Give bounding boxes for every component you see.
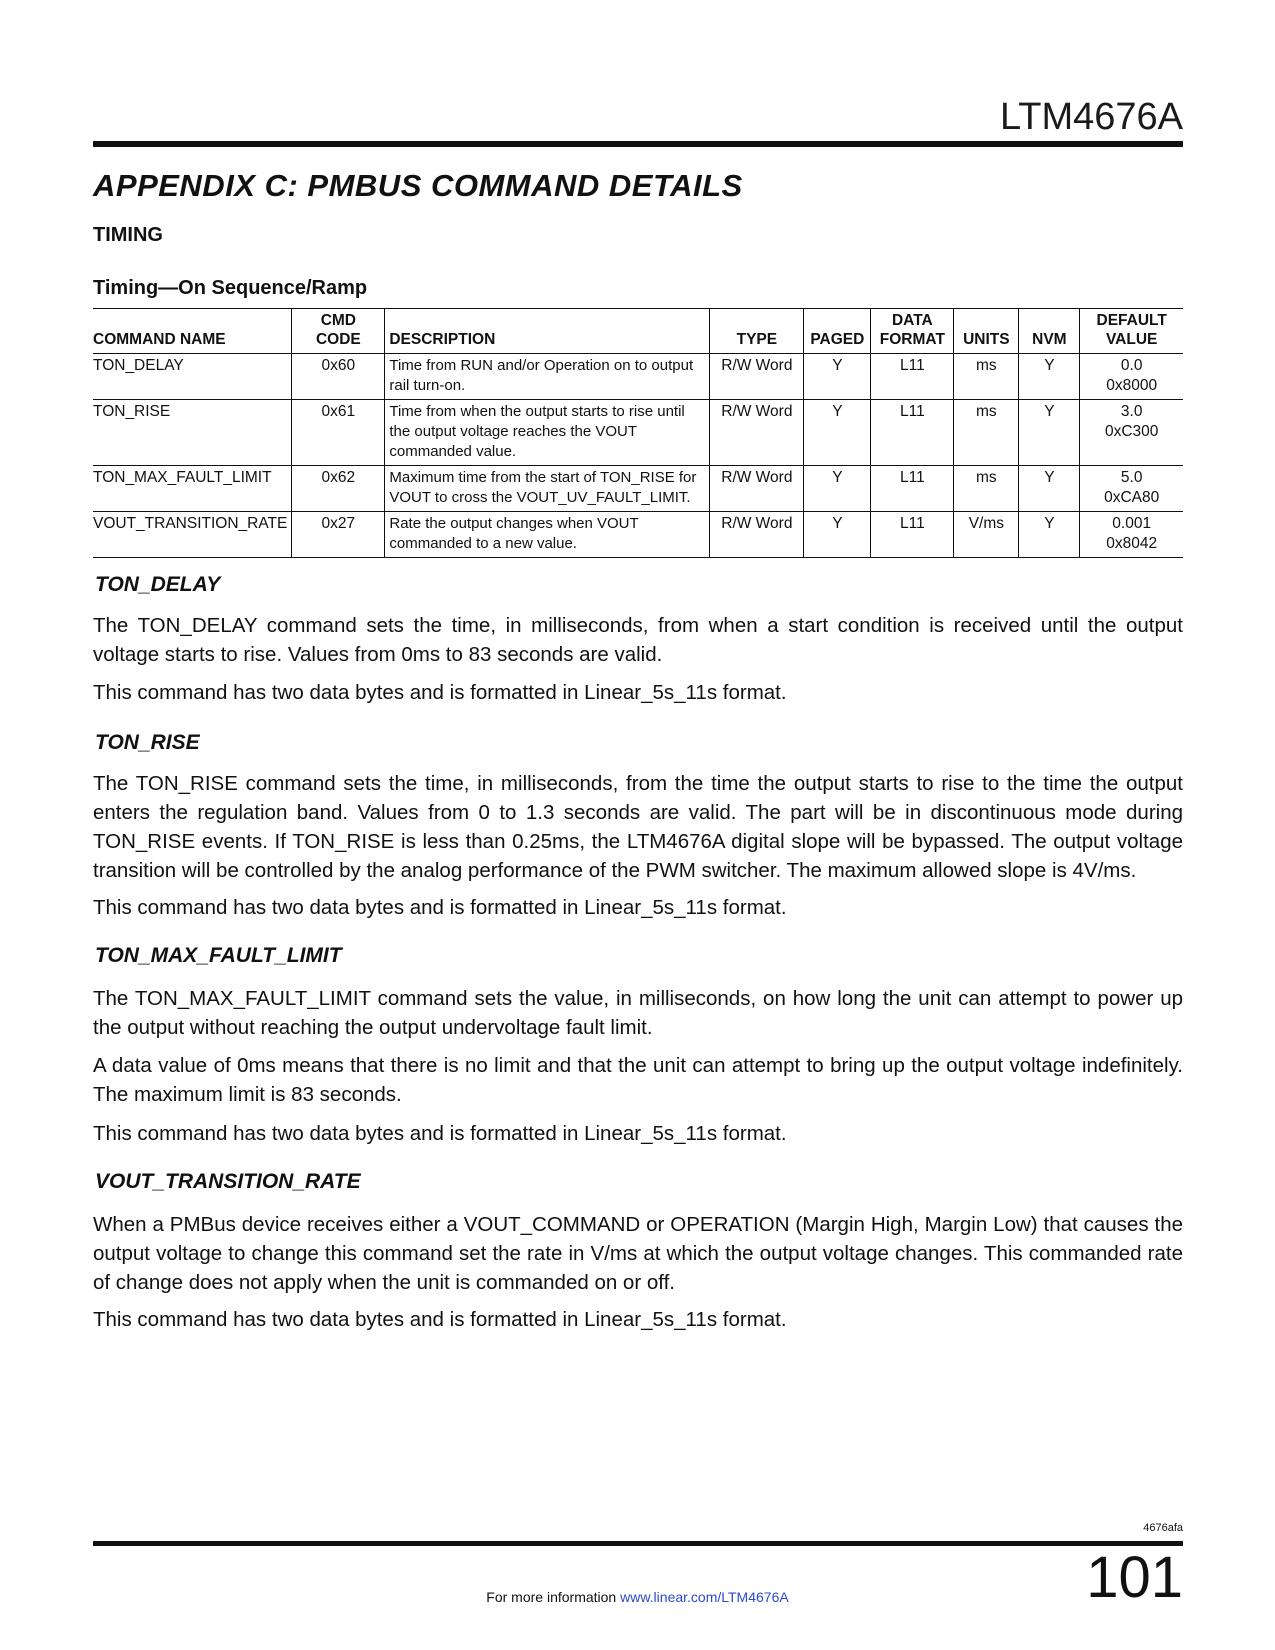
default-value: 0.001 bbox=[1112, 515, 1152, 532]
default-hex: 0xCA80 bbox=[1104, 489, 1160, 506]
footer-link[interactable]: www.linear.com/LTM4676A bbox=[620, 1589, 789, 1605]
table-row bbox=[93, 512, 1183, 558]
footer-info-text: For more information bbox=[486, 1589, 617, 1605]
part-number: LTM4676A bbox=[999, 96, 1183, 138]
cell-default bbox=[1080, 466, 1183, 512]
col-data-format-line2: FORMAT bbox=[879, 331, 945, 348]
cell-paged: Y bbox=[804, 400, 871, 466]
cell-data-format: L11 bbox=[871, 512, 954, 558]
col-data-format-line1: DATA bbox=[891, 312, 933, 329]
paragraph: This command has two data bytes and is formatted in Linear_5s_11s format. bbox=[93, 1308, 787, 1331]
header-rule bbox=[93, 141, 1183, 147]
cell-nvm: Y bbox=[1019, 400, 1080, 466]
cell-description: Rate the output changes when VOUT commanded to a new value. bbox=[385, 512, 710, 558]
paragraph: The TON_DELAY command sets the time, in milliseconds, from when a start condition is received until the output voltage starts to rise. Values from 0ms to 83 seconds are valid. bbox=[93, 614, 1183, 666]
cell-type: R/W Word bbox=[710, 466, 804, 512]
default-value: 0.0 bbox=[1120, 357, 1143, 374]
cell-type: R/W Word bbox=[710, 512, 804, 558]
cell-command-name: TON_RISE bbox=[93, 400, 292, 466]
cell-description: Maximum time from the start of TON_RISE for VOUT to cross the VOUT_UV_FAULT_LIMIT. bbox=[385, 466, 710, 512]
table-header-row bbox=[93, 309, 1183, 354]
paragraph: The TON_RISE command sets the time, in milliseconds, from the time the output starts to rise to the time the output enters the regulation band. Values from 0 to 1.3 seconds are valid. The part will be in discontinuous mode during TON_RISE events. If TON_RISE is less than 0.25ms, the LTM4676A digital slope will be bypassed. The output voltage transition will be controlled by the analog performance of the PWM switcher. The maximum allowed slope is 4V/ms. bbox=[93, 772, 1183, 882]
paragraph: When a PMBus device receives either a VOUT_COMMAND or OPERATION (Margin High, Margin Low) that causes the output voltage to change this command set the rate in V/ms at which the output voltage changes. This commanded rate of change does not apply when the unit is commanded on or off. bbox=[93, 1213, 1183, 1294]
cell-units: V/ms bbox=[954, 512, 1019, 558]
cell-description: Time from when the output starts to rise until the output voltage reaches the VOUT commanded value. bbox=[385, 400, 710, 466]
cell-nvm: Y bbox=[1019, 466, 1080, 512]
col-command-name: COMMAND NAME bbox=[93, 309, 292, 354]
paragraph: The TON_MAX_FAULT_LIMIT command sets the value, in milliseconds, on how long the unit can attempt to power up the output without reaching the output undervoltage fault limit. bbox=[93, 987, 1183, 1039]
cell-data-format: L11 bbox=[871, 354, 954, 400]
cell-cmd-code: 0x27 bbox=[292, 512, 385, 558]
subsection-heading-ton-max-fault-limit: TON_MAX_FAULT_LIMIT bbox=[95, 944, 342, 967]
cell-command-name: TON_MAX_FAULT_LIMIT bbox=[93, 466, 292, 512]
col-description: DESCRIPTION bbox=[385, 309, 710, 354]
col-data-format bbox=[871, 309, 954, 354]
default-hex: 0xC300 bbox=[1104, 423, 1159, 440]
col-nvm: NVM bbox=[1019, 309, 1080, 354]
col-type: TYPE bbox=[710, 309, 804, 354]
cell-cmd-code: 0x62 bbox=[292, 466, 385, 512]
default-hex: 0x8000 bbox=[1106, 377, 1158, 394]
col-cmd-code: CMD CODE bbox=[292, 309, 385, 354]
cell-command-name: VOUT_TRANSITION_RATE bbox=[93, 512, 292, 558]
col-default-value bbox=[1080, 309, 1183, 354]
table-row bbox=[93, 354, 1183, 400]
cell-default bbox=[1080, 354, 1183, 400]
document-code: 4676afa bbox=[1143, 1522, 1183, 1534]
cell-units: ms bbox=[954, 400, 1019, 466]
default-hex: 0x8042 bbox=[1106, 535, 1158, 552]
footer-rule bbox=[93, 1541, 1183, 1546]
cell-paged: Y bbox=[804, 354, 871, 400]
subsection-heading-vout-transition-rate: VOUT_TRANSITION_RATE bbox=[95, 1170, 361, 1193]
subsection-heading-ton-rise: TON_RISE bbox=[95, 731, 200, 754]
table-row bbox=[93, 466, 1183, 512]
paragraph: This command has two data bytes and is formatted in Linear_5s_11s format. bbox=[93, 681, 787, 704]
col-default-line2: VALUE bbox=[1105, 331, 1158, 348]
subsection-heading-ton-delay: TON_DELAY bbox=[95, 573, 221, 596]
table-row bbox=[93, 400, 1183, 466]
cell-default bbox=[1080, 512, 1183, 558]
cell-nvm: Y bbox=[1019, 354, 1080, 400]
cell-description: Time from RUN and/or Operation on to output rail turn-on. bbox=[385, 354, 710, 400]
page-number: 101 bbox=[1086, 1545, 1183, 1610]
paragraph: This command has two data bytes and is formatted in Linear_5s_11s format. bbox=[93, 896, 787, 919]
appendix-title: APPENDIX C: PMBUS COMMAND DETAILS bbox=[93, 168, 743, 203]
cell-cmd-code: 0x61 bbox=[292, 400, 385, 466]
col-paged: PAGED bbox=[804, 309, 871, 354]
cell-default bbox=[1080, 400, 1183, 466]
cell-type: R/W Word bbox=[710, 354, 804, 400]
paragraph: This command has two data bytes and is formatted in Linear_5s_11s format. bbox=[93, 1122, 787, 1145]
cell-type: R/W Word bbox=[710, 400, 804, 466]
table-title: Timing—On Sequence/Ramp bbox=[93, 277, 368, 299]
paragraph: A data value of 0ms means that there is no limit and that the unit can attempt to bring up the output voltage indefinitely. The maximum limit is 83 seconds. bbox=[93, 1054, 1183, 1106]
cell-cmd-code: 0x60 bbox=[292, 354, 385, 400]
cell-nvm: Y bbox=[1019, 512, 1080, 558]
col-units: UNITS bbox=[954, 309, 1019, 354]
default-value: 5.0 bbox=[1120, 469, 1143, 486]
footer-info bbox=[0, 1589, 1275, 1605]
cell-paged: Y bbox=[804, 512, 871, 558]
cell-data-format: L11 bbox=[871, 400, 954, 466]
cell-units: ms bbox=[954, 466, 1019, 512]
section-title: TIMING bbox=[93, 224, 163, 246]
col-default-line1: DEFAULT bbox=[1096, 312, 1167, 329]
cell-data-format: L11 bbox=[871, 466, 954, 512]
cell-units: ms bbox=[954, 354, 1019, 400]
command-table bbox=[93, 308, 1183, 558]
cell-command-name: TON_DELAY bbox=[93, 354, 292, 400]
default-value: 3.0 bbox=[1120, 403, 1143, 420]
cell-paged: Y bbox=[804, 466, 871, 512]
